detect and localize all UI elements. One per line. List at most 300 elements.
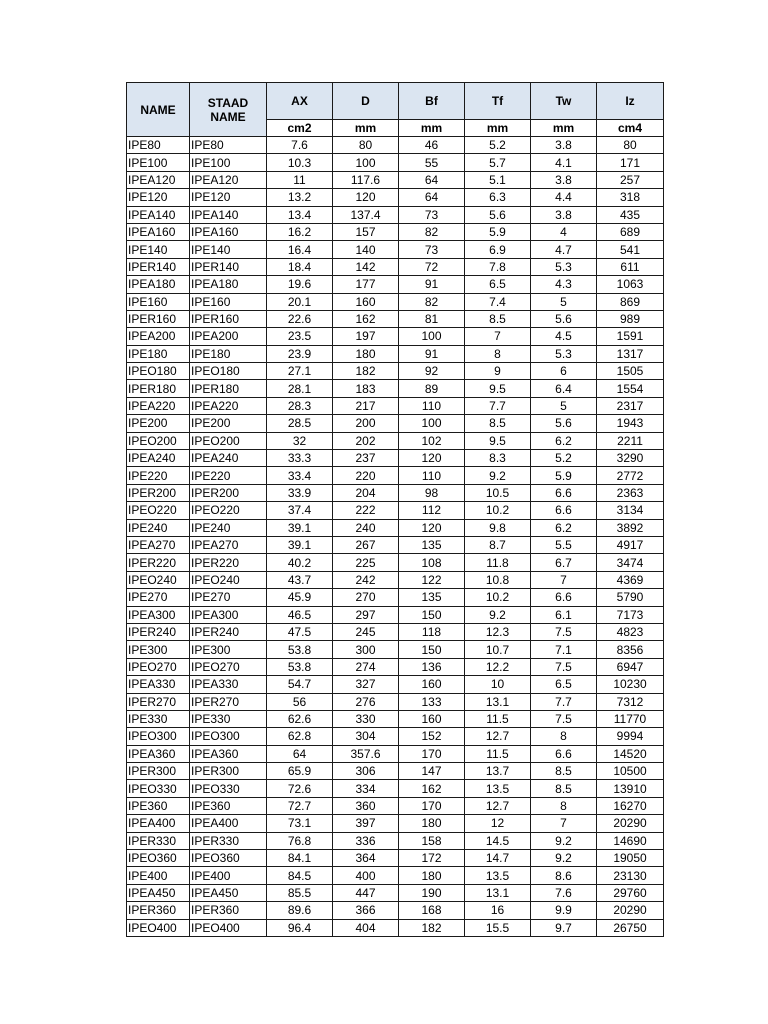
cell-ax: 22.6 bbox=[267, 310, 333, 327]
cell-ax: 64 bbox=[267, 745, 333, 762]
cell-iz: 541 bbox=[597, 241, 664, 258]
unit-bf: mm bbox=[399, 120, 465, 137]
cell-d: 100 bbox=[333, 154, 399, 171]
cell-bf: 136 bbox=[399, 658, 465, 675]
cell-tf: 10.5 bbox=[465, 484, 531, 501]
cell-bf: 170 bbox=[399, 797, 465, 814]
cell-bf: 89 bbox=[399, 380, 465, 397]
table-row bbox=[127, 415, 664, 432]
cell-iz: 7312 bbox=[597, 693, 664, 710]
cell-staad-name: IPE160 bbox=[190, 293, 267, 310]
cell-tf: 10.2 bbox=[465, 589, 531, 606]
cell-name: IPER240 bbox=[127, 623, 190, 640]
cell-staad-name: IPEO400 bbox=[190, 919, 267, 936]
cell-tw: 6 bbox=[531, 363, 597, 380]
cell-staad-name: IPEA400 bbox=[190, 815, 267, 832]
cell-bf: 100 bbox=[399, 328, 465, 345]
cell-tf: 8.5 bbox=[465, 415, 531, 432]
table-row bbox=[127, 797, 664, 814]
cell-name: IPEO330 bbox=[127, 780, 190, 797]
table-row bbox=[127, 502, 664, 519]
cell-tf: 16 bbox=[465, 902, 531, 919]
cell-name: IPEO270 bbox=[127, 658, 190, 675]
cell-ax: 19.6 bbox=[267, 276, 333, 293]
cell-staad-name: IPEO330 bbox=[190, 780, 267, 797]
unit-d: mm bbox=[333, 120, 399, 137]
cell-tw: 4.1 bbox=[531, 154, 597, 171]
cell-staad-name: IPE400 bbox=[190, 867, 267, 884]
cell-tw: 6.2 bbox=[531, 519, 597, 536]
cell-name: IPEA120 bbox=[127, 171, 190, 188]
table-row bbox=[127, 728, 664, 745]
cell-name: IPER330 bbox=[127, 832, 190, 849]
table-row bbox=[127, 693, 664, 710]
cell-ax: 33.3 bbox=[267, 450, 333, 467]
cell-tw: 7.7 bbox=[531, 693, 597, 710]
table-row bbox=[127, 536, 664, 553]
cell-name: IPE140 bbox=[127, 241, 190, 258]
cell-iz: 20290 bbox=[597, 902, 664, 919]
cell-tf: 5.1 bbox=[465, 171, 531, 188]
cell-tf: 8 bbox=[465, 345, 531, 362]
cell-d: 364 bbox=[333, 850, 399, 867]
cell-d: 197 bbox=[333, 328, 399, 345]
table-row bbox=[127, 380, 664, 397]
cell-iz: 989 bbox=[597, 310, 664, 327]
cell-tw: 9.7 bbox=[531, 919, 597, 936]
cell-name: IPE300 bbox=[127, 641, 190, 658]
cell-d: 137.4 bbox=[333, 206, 399, 223]
cell-bf: 133 bbox=[399, 693, 465, 710]
cell-bf: 147 bbox=[399, 763, 465, 780]
cell-ax: 72.6 bbox=[267, 780, 333, 797]
cell-tw: 6.7 bbox=[531, 554, 597, 571]
cell-bf: 73 bbox=[399, 206, 465, 223]
cell-tw: 6.6 bbox=[531, 745, 597, 762]
cell-tf: 11.5 bbox=[465, 710, 531, 727]
cell-name: IPEA330 bbox=[127, 676, 190, 693]
cell-d: 237 bbox=[333, 450, 399, 467]
cell-tw: 4.4 bbox=[531, 189, 597, 206]
cell-d: 276 bbox=[333, 693, 399, 710]
cell-tf: 9.8 bbox=[465, 519, 531, 536]
cell-bf: 110 bbox=[399, 467, 465, 484]
cell-name: IPEA220 bbox=[127, 397, 190, 414]
cell-iz: 1317 bbox=[597, 345, 664, 362]
cell-tw: 5 bbox=[531, 397, 597, 414]
cell-bf: 91 bbox=[399, 345, 465, 362]
cell-tw: 4.7 bbox=[531, 241, 597, 258]
cell-bf: 91 bbox=[399, 276, 465, 293]
cell-staad-name: IPER140 bbox=[190, 258, 267, 275]
cell-ax: 53.8 bbox=[267, 658, 333, 675]
cell-iz: 29760 bbox=[597, 884, 664, 901]
cell-name: IPE220 bbox=[127, 467, 190, 484]
cell-d: 117.6 bbox=[333, 171, 399, 188]
cell-iz: 1591 bbox=[597, 328, 664, 345]
cell-tw: 5.6 bbox=[531, 310, 597, 327]
cell-tf: 14.7 bbox=[465, 850, 531, 867]
cell-d: 267 bbox=[333, 536, 399, 553]
cell-d: 404 bbox=[333, 919, 399, 936]
cell-name: IPEA360 bbox=[127, 745, 190, 762]
cell-ax: 45.9 bbox=[267, 589, 333, 606]
cell-name: IPER270 bbox=[127, 693, 190, 710]
cell-bf: 150 bbox=[399, 606, 465, 623]
cell-bf: 100 bbox=[399, 415, 465, 432]
cell-iz: 14690 bbox=[597, 832, 664, 849]
cell-tw: 9.2 bbox=[531, 850, 597, 867]
cell-bf: 112 bbox=[399, 502, 465, 519]
cell-tf: 15.5 bbox=[465, 919, 531, 936]
cell-ax: 73.1 bbox=[267, 815, 333, 832]
cell-iz: 26750 bbox=[597, 919, 664, 936]
cell-bf: 64 bbox=[399, 171, 465, 188]
unit-tf: mm bbox=[465, 120, 531, 137]
table-row bbox=[127, 206, 664, 223]
table-row bbox=[127, 676, 664, 693]
cell-tf: 7.4 bbox=[465, 293, 531, 310]
cell-staad-name: IPEA120 bbox=[190, 171, 267, 188]
cell-iz: 8356 bbox=[597, 641, 664, 658]
cell-d: 182 bbox=[333, 363, 399, 380]
cell-ax: 39.1 bbox=[267, 519, 333, 536]
cell-iz: 2317 bbox=[597, 397, 664, 414]
cell-iz: 4369 bbox=[597, 571, 664, 588]
cell-tf: 5.2 bbox=[465, 137, 531, 154]
cell-name: IPE200 bbox=[127, 415, 190, 432]
cell-tw: 6.5 bbox=[531, 676, 597, 693]
table-row bbox=[127, 867, 664, 884]
table-row bbox=[127, 606, 664, 623]
cell-tf: 13.1 bbox=[465, 884, 531, 901]
cell-d: 336 bbox=[333, 832, 399, 849]
table-row bbox=[127, 171, 664, 188]
table-row bbox=[127, 293, 664, 310]
cell-bf: 182 bbox=[399, 919, 465, 936]
cell-d: 304 bbox=[333, 728, 399, 745]
cell-d: 157 bbox=[333, 223, 399, 240]
cell-ax: 62.8 bbox=[267, 728, 333, 745]
cell-staad-name: IPEA300 bbox=[190, 606, 267, 623]
table-row bbox=[127, 241, 664, 258]
cell-tf: 6.5 bbox=[465, 276, 531, 293]
cell-d: 200 bbox=[333, 415, 399, 432]
cell-tw: 6.2 bbox=[531, 432, 597, 449]
cell-ax: 28.5 bbox=[267, 415, 333, 432]
cell-ax: 40.2 bbox=[267, 554, 333, 571]
cell-name: IPEO220 bbox=[127, 502, 190, 519]
cell-name: IPER140 bbox=[127, 258, 190, 275]
cell-staad-name: IPEA240 bbox=[190, 450, 267, 467]
cell-name: IPEO240 bbox=[127, 571, 190, 588]
cell-ax: 11 bbox=[267, 171, 333, 188]
cell-name: IPER180 bbox=[127, 380, 190, 397]
cell-d: 120 bbox=[333, 189, 399, 206]
cell-d: 222 bbox=[333, 502, 399, 519]
cell-ax: 13.4 bbox=[267, 206, 333, 223]
cell-name: IPEA240 bbox=[127, 450, 190, 467]
cell-ax: 28.1 bbox=[267, 380, 333, 397]
cell-bf: 73 bbox=[399, 241, 465, 258]
cell-staad-name: IPEO300 bbox=[190, 728, 267, 745]
cell-d: 240 bbox=[333, 519, 399, 536]
table-row bbox=[127, 519, 664, 536]
cell-tf: 9.2 bbox=[465, 606, 531, 623]
cell-iz: 1505 bbox=[597, 363, 664, 380]
cell-d: 306 bbox=[333, 763, 399, 780]
header-d: D bbox=[333, 83, 399, 120]
cell-iz: 4917 bbox=[597, 536, 664, 553]
cell-name: IPEO200 bbox=[127, 432, 190, 449]
cell-bf: 160 bbox=[399, 710, 465, 727]
cell-tw: 5.3 bbox=[531, 345, 597, 362]
cell-name: IPEA400 bbox=[127, 815, 190, 832]
unit-tw: mm bbox=[531, 120, 597, 137]
cell-iz: 1063 bbox=[597, 276, 664, 293]
cell-staad-name: IPER160 bbox=[190, 310, 267, 327]
cell-bf: 72 bbox=[399, 258, 465, 275]
cell-tf: 5.6 bbox=[465, 206, 531, 223]
section-properties-sheet bbox=[126, 82, 663, 937]
cell-iz: 9994 bbox=[597, 728, 664, 745]
cell-name: IPER220 bbox=[127, 554, 190, 571]
cell-tw: 9.2 bbox=[531, 832, 597, 849]
cell-staad-name: IPE120 bbox=[190, 189, 267, 206]
table-header bbox=[127, 83, 664, 137]
cell-ax: 65.9 bbox=[267, 763, 333, 780]
cell-iz: 11770 bbox=[597, 710, 664, 727]
cell-d: 397 bbox=[333, 815, 399, 832]
cell-bf: 122 bbox=[399, 571, 465, 588]
cell-iz: 7173 bbox=[597, 606, 664, 623]
cell-iz: 20290 bbox=[597, 815, 664, 832]
cell-staad-name: IPEA140 bbox=[190, 206, 267, 223]
cell-staad-name: IPEO220 bbox=[190, 502, 267, 519]
cell-tf: 13.5 bbox=[465, 867, 531, 884]
cell-bf: 82 bbox=[399, 223, 465, 240]
cell-tw: 6.4 bbox=[531, 380, 597, 397]
section-properties-table bbox=[126, 82, 664, 937]
table-row bbox=[127, 571, 664, 588]
cell-tw: 7.6 bbox=[531, 884, 597, 901]
cell-name: IPEA450 bbox=[127, 884, 190, 901]
cell-d: 204 bbox=[333, 484, 399, 501]
cell-d: 183 bbox=[333, 380, 399, 397]
cell-bf: 82 bbox=[399, 293, 465, 310]
cell-d: 80 bbox=[333, 137, 399, 154]
table-row bbox=[127, 815, 664, 832]
cell-name: IPEO400 bbox=[127, 919, 190, 936]
cell-tw: 5.2 bbox=[531, 450, 597, 467]
cell-iz: 689 bbox=[597, 223, 664, 240]
cell-tw: 4 bbox=[531, 223, 597, 240]
cell-bf: 135 bbox=[399, 589, 465, 606]
cell-tf: 14.5 bbox=[465, 832, 531, 849]
cell-tf: 11.5 bbox=[465, 745, 531, 762]
cell-staad-name: IPEA160 bbox=[190, 223, 267, 240]
cell-bf: 98 bbox=[399, 484, 465, 501]
cell-tf: 11.8 bbox=[465, 554, 531, 571]
cell-iz: 2211 bbox=[597, 432, 664, 449]
table-row bbox=[127, 310, 664, 327]
cell-tf: 9.2 bbox=[465, 467, 531, 484]
cell-iz: 257 bbox=[597, 171, 664, 188]
cell-tw: 3.8 bbox=[531, 206, 597, 223]
cell-d: 140 bbox=[333, 241, 399, 258]
cell-ax: 76.8 bbox=[267, 832, 333, 849]
cell-name: IPEO360 bbox=[127, 850, 190, 867]
unit-ax: cm2 bbox=[267, 120, 333, 137]
cell-d: 162 bbox=[333, 310, 399, 327]
cell-tw: 7 bbox=[531, 815, 597, 832]
cell-bf: 81 bbox=[399, 310, 465, 327]
cell-name: IPE100 bbox=[127, 154, 190, 171]
cell-tf: 13.7 bbox=[465, 763, 531, 780]
table-row bbox=[127, 658, 664, 675]
cell-iz: 5790 bbox=[597, 589, 664, 606]
table-row bbox=[127, 763, 664, 780]
cell-d: 400 bbox=[333, 867, 399, 884]
cell-bf: 172 bbox=[399, 850, 465, 867]
cell-name: IPEA160 bbox=[127, 223, 190, 240]
cell-ax: 32 bbox=[267, 432, 333, 449]
cell-bf: 160 bbox=[399, 676, 465, 693]
cell-d: 300 bbox=[333, 641, 399, 658]
table-body bbox=[127, 137, 664, 937]
table-row bbox=[127, 223, 664, 240]
table-row bbox=[127, 623, 664, 640]
table-row bbox=[127, 345, 664, 362]
cell-staad-name: IPER220 bbox=[190, 554, 267, 571]
cell-bf: 190 bbox=[399, 884, 465, 901]
cell-tw: 4.3 bbox=[531, 276, 597, 293]
cell-d: 245 bbox=[333, 623, 399, 640]
cell-ax: 27.1 bbox=[267, 363, 333, 380]
cell-name: IPER160 bbox=[127, 310, 190, 327]
cell-iz: 3474 bbox=[597, 554, 664, 571]
cell-iz: 6947 bbox=[597, 658, 664, 675]
cell-name: IPE270 bbox=[127, 589, 190, 606]
cell-bf: 168 bbox=[399, 902, 465, 919]
cell-d: 177 bbox=[333, 276, 399, 293]
cell-staad-name: IPER200 bbox=[190, 484, 267, 501]
cell-ax: 16.4 bbox=[267, 241, 333, 258]
cell-ax: 33.9 bbox=[267, 484, 333, 501]
cell-ax: 84.5 bbox=[267, 867, 333, 884]
cell-bf: 180 bbox=[399, 867, 465, 884]
cell-bf: 158 bbox=[399, 832, 465, 849]
cell-name: IPEO180 bbox=[127, 363, 190, 380]
cell-staad-name: IPEA180 bbox=[190, 276, 267, 293]
cell-tw: 5.9 bbox=[531, 467, 597, 484]
cell-tw: 5.6 bbox=[531, 415, 597, 432]
cell-tf: 9.5 bbox=[465, 432, 531, 449]
cell-ax: 16.2 bbox=[267, 223, 333, 240]
cell-tw: 7.1 bbox=[531, 641, 597, 658]
header-ax: AX bbox=[267, 83, 333, 120]
cell-ax: 37.4 bbox=[267, 502, 333, 519]
cell-bf: 92 bbox=[399, 363, 465, 380]
header-row bbox=[127, 83, 664, 120]
cell-staad-name: IPER270 bbox=[190, 693, 267, 710]
cell-d: 217 bbox=[333, 397, 399, 414]
table-row bbox=[127, 919, 664, 936]
table-row bbox=[127, 641, 664, 658]
cell-ax: 47.5 bbox=[267, 623, 333, 640]
table-row bbox=[127, 154, 664, 171]
cell-bf: 120 bbox=[399, 519, 465, 536]
cell-bf: 162 bbox=[399, 780, 465, 797]
table-row bbox=[127, 467, 664, 484]
cell-iz: 13910 bbox=[597, 780, 664, 797]
cell-iz: 80 bbox=[597, 137, 664, 154]
cell-name: IPEA180 bbox=[127, 276, 190, 293]
unit-iz: cm4 bbox=[597, 120, 664, 137]
table-row bbox=[127, 137, 664, 154]
cell-ax: 72.7 bbox=[267, 797, 333, 814]
cell-ax: 62.6 bbox=[267, 710, 333, 727]
cell-ax: 85.5 bbox=[267, 884, 333, 901]
cell-ax: 43.7 bbox=[267, 571, 333, 588]
cell-ax: 46.5 bbox=[267, 606, 333, 623]
cell-name: IPEA140 bbox=[127, 206, 190, 223]
cell-staad-name: IPEA270 bbox=[190, 536, 267, 553]
cell-ax: 56 bbox=[267, 693, 333, 710]
cell-d: 274 bbox=[333, 658, 399, 675]
table-row bbox=[127, 589, 664, 606]
cell-tf: 5.7 bbox=[465, 154, 531, 171]
cell-tf: 13.1 bbox=[465, 693, 531, 710]
cell-staad-name: IPEO180 bbox=[190, 363, 267, 380]
cell-iz: 2363 bbox=[597, 484, 664, 501]
cell-staad-name: IPER330 bbox=[190, 832, 267, 849]
cell-staad-name: IPE80 bbox=[190, 137, 267, 154]
cell-iz: 3134 bbox=[597, 502, 664, 519]
cell-iz: 23130 bbox=[597, 867, 664, 884]
cell-tw: 8.6 bbox=[531, 867, 597, 884]
cell-staad-name: IPE360 bbox=[190, 797, 267, 814]
cell-ax: 96.4 bbox=[267, 919, 333, 936]
table-row bbox=[127, 328, 664, 345]
cell-bf: 120 bbox=[399, 450, 465, 467]
cell-tw: 6.6 bbox=[531, 484, 597, 501]
cell-tf: 6.3 bbox=[465, 189, 531, 206]
cell-tw: 9.9 bbox=[531, 902, 597, 919]
cell-iz: 1943 bbox=[597, 415, 664, 432]
table-row bbox=[127, 363, 664, 380]
table-row bbox=[127, 884, 664, 901]
cell-name: IPEA200 bbox=[127, 328, 190, 345]
table-row bbox=[127, 710, 664, 727]
cell-iz: 16270 bbox=[597, 797, 664, 814]
cell-ax: 23.5 bbox=[267, 328, 333, 345]
cell-tf: 10.7 bbox=[465, 641, 531, 658]
cell-tf: 9 bbox=[465, 363, 531, 380]
cell-staad-name: IPER300 bbox=[190, 763, 267, 780]
table-row bbox=[127, 258, 664, 275]
cell-d: 225 bbox=[333, 554, 399, 571]
cell-tf: 10.8 bbox=[465, 571, 531, 588]
cell-tw: 8 bbox=[531, 728, 597, 745]
cell-tw: 6.1 bbox=[531, 606, 597, 623]
cell-ax: 33.4 bbox=[267, 467, 333, 484]
cell-ax: 10.3 bbox=[267, 154, 333, 171]
cell-iz: 3290 bbox=[597, 450, 664, 467]
table-row bbox=[127, 189, 664, 206]
cell-iz: 435 bbox=[597, 206, 664, 223]
cell-tf: 7.8 bbox=[465, 258, 531, 275]
